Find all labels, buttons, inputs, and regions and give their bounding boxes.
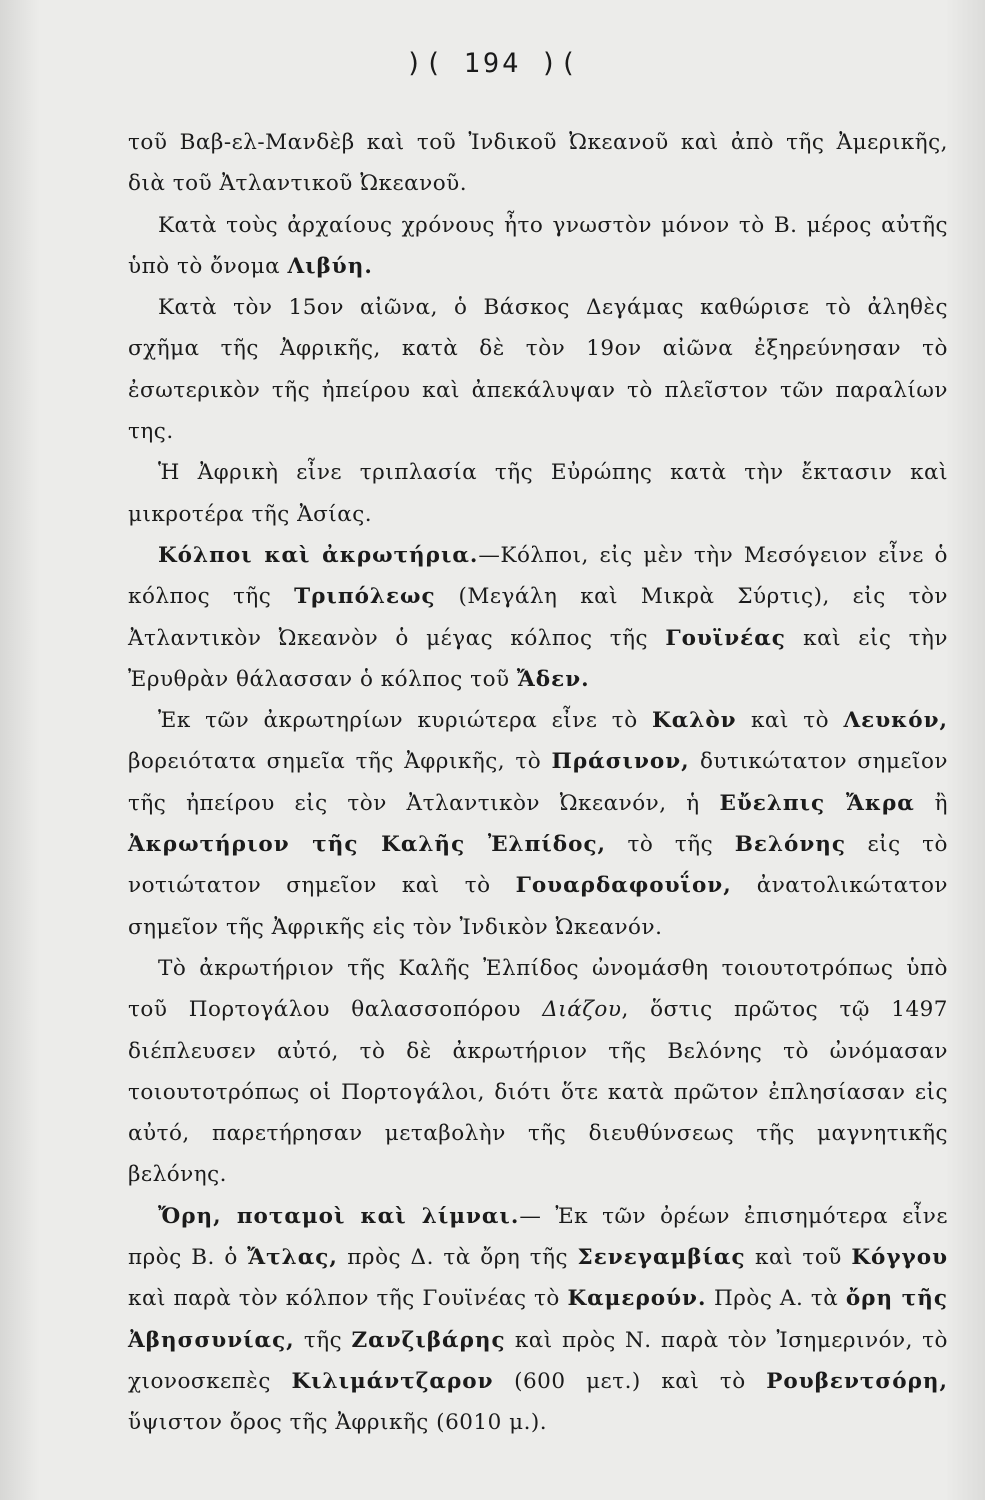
text-span: Κατὰ τοὺς ἀρχαίους χρόνους ἦτο γνωστὸν μόνον τὸ Β. μέρος αὐτῆς ὑπὸ τὸ ὄνομα: [128, 212, 948, 279]
text-span: ὕψιστον ὄρος τῆς Ἀφρικῆς (6010 μ.).: [128, 1410, 548, 1436]
section-heading-gulfs-capes: Κόλποι καὶ ἀκρωτήρια.: [158, 542, 479, 568]
term-senegambia: Σενεγαμβίας: [577, 1245, 746, 1271]
text-span: τὸ τῆς: [606, 832, 735, 858]
paragraph-mountains: [128, 1196, 948, 1444]
term-kalon: Καλὸν: [652, 708, 737, 734]
text-span: Πρὸς Α. τὰ: [706, 1286, 846, 1312]
term-abyssinia: ὄρη τῆς Ἀβησσυνίας,: [128, 1286, 948, 1353]
term-prasinon: Πράσινον,: [551, 749, 690, 775]
text-span: καὶ τὸ: [736, 708, 844, 734]
term-ruwenzori: Ρουβεντσόρη,: [766, 1368, 948, 1394]
paragraph-gulfs-capes: [128, 535, 948, 700]
paragraph-exploration: Κατὰ τὸν 15ον αἰῶνα, ὁ Βάσκος Δεγάμας καθώρισε τὸ ἀληθὲς σχῆμα τῆς Ἀφρικῆς, κατὰ δὲ τὸν 19ον αἰῶνα ἐξηρεύνησαν τὸ ἐσωτερικὸν τῆς ἠπείρου καὶ ἀπεκάλυψαν τὸ πλεῖστον τῶν παραλίων της.: [128, 295, 948, 445]
term-tripoli: Τριπόλεως: [294, 584, 436, 610]
page-number: )( 194 )(: [405, 48, 580, 79]
page-body: [128, 122, 948, 1444]
text-span: (Μεγάλη καὶ Μικρὰ Σύρτις), εἰς τὸν Ἀτλαντικὸν Ὠκεανὸν ὁ μέγας κόλπος τῆς: [128, 584, 949, 651]
term-guinea: Γουϊνέας: [665, 625, 786, 651]
term-belonis: Βελόνης: [734, 832, 847, 858]
term-aden: Ἄδεν.: [516, 666, 590, 692]
text-span: καὶ πρὸς Ν. παρὰ τὸν Ἰσημερινόν, τὸ χιονοσκεπὲς: [128, 1327, 948, 1394]
text-span: καὶ εἰς τὴν Ἐρυθρὰν θάλασσαν ὁ κόλπος τοῦ: [128, 625, 948, 692]
term-cameroon: Καμερούν.: [567, 1286, 707, 1312]
term-leukon: Λευκόν,: [843, 708, 948, 734]
text-span: τῆς: [294, 1327, 352, 1353]
text-span: Ἐκ τῶν ἀκρωτηρίων κυριώτερα εἶνε τὸ: [158, 708, 653, 734]
text-span: ἀνατολικώτατον σημεῖον τῆς Ἀφρικῆς εἰς τὸν Ἰνδικὸν Ὠκεανόν.: [128, 873, 948, 940]
text-span: καὶ παρὰ τὸν κόλπον τῆς Γουϊνέας τὸ: [128, 1286, 568, 1312]
paragraph-capes: [128, 700, 948, 948]
text-span: ἢ: [914, 790, 948, 816]
term-kilimanjaro: Κιλιμάντζαρον: [291, 1368, 494, 1394]
term-atlas: Ἄτλας,: [247, 1245, 338, 1271]
term-good-hope: Ἀκρωτήριον τῆς Καλῆς Ἐλπίδος,: [128, 832, 607, 858]
term-libya: Λιβύη.: [287, 253, 373, 279]
text-span: καὶ τοῦ: [745, 1245, 852, 1271]
term-guardafui: Γουαρδαφουΐον,: [515, 873, 732, 899]
paragraph-size: Ἡ Ἀφρικὴ εἶνε τριπλασία τῆς Εὐρώπης κατὰ τὴν ἔκτασιν καὶ μικροτέρα τῆς Ἀσίας.: [128, 460, 948, 527]
section-heading-mountains: Ὄρη, ποταμοὶ καὶ λίμναι.: [158, 1203, 520, 1229]
text-span: βορειότατα σημεῖα τῆς Ἀφρικῆς, τὸ: [128, 749, 552, 775]
paragraph-ancient-knowledge: [128, 205, 948, 288]
term-euelpis-akra: Εὔελπις Ἄκρα: [719, 790, 915, 816]
term-diaz: Διάζου: [542, 997, 622, 1023]
text-span: εἰς τὸ νοτιώτατον σημεῖον καὶ τὸ: [128, 832, 948, 899]
paragraph-continuation: τοῦ Βαβ-ελ-Μανδὲβ καὶ τοῦ Ἰνδικοῦ Ὠκεανοῦ καὶ ἀπὸ τῆς Ἀμερικῆς, διὰ τοῦ Ἀτλαντικοῦ Ὠκεανοῦ.: [128, 130, 948, 197]
text-span: —Κόλποι, εἰς μὲν τὴν Μεσόγειον εἶνε ὁ κόλπος τῆς: [128, 542, 948, 610]
text-span: — Ἐκ τῶν ὀρέων ἐπισημότερα εἶνε πρὸς Β. ὁ: [128, 1203, 948, 1271]
text-span: πρὸς Δ. τὰ ὄρη τῆς: [337, 1245, 578, 1271]
text-span: Τὸ ἀκρωτήριον τῆς Καλῆς Ἐλπίδος ὠνομάσθη τοιουτοτρόπως ὑπὸ τοῦ Πορτογάλου θαλασσοπόρου: [128, 955, 948, 1023]
term-zanzibar: Ζανζιβάρης: [351, 1327, 506, 1353]
paragraph-cape-naming: [128, 948, 948, 1196]
text-span: δυτικώτατον σημεῖον τῆς ἠπείρου εἰς τὸν Ἀτλαντικὸν Ὠκεανόν, ἡ: [128, 749, 948, 816]
text-span: , ὅστις πρῶτος τῷ 1497 διέπλευσεν αὐτό, τὸ δὲ ἀκρωτήριον τῆς Βελόνης τὸ ὠνόμασαν τοιουτοτρόπως οἱ Πορτογάλοι, διότι ὅτε κατὰ πρῶτον ἐπλησίασαν εἰς αὐτό, παρετήρησαν μεταβολὴν τῆς διευθύνσεως τῆς μαγνητικῆς βελόνης.: [128, 997, 948, 1188]
text-span: (600 μετ.) καὶ τὸ: [493, 1368, 767, 1394]
term-congo: Κόγγου: [851, 1245, 948, 1271]
